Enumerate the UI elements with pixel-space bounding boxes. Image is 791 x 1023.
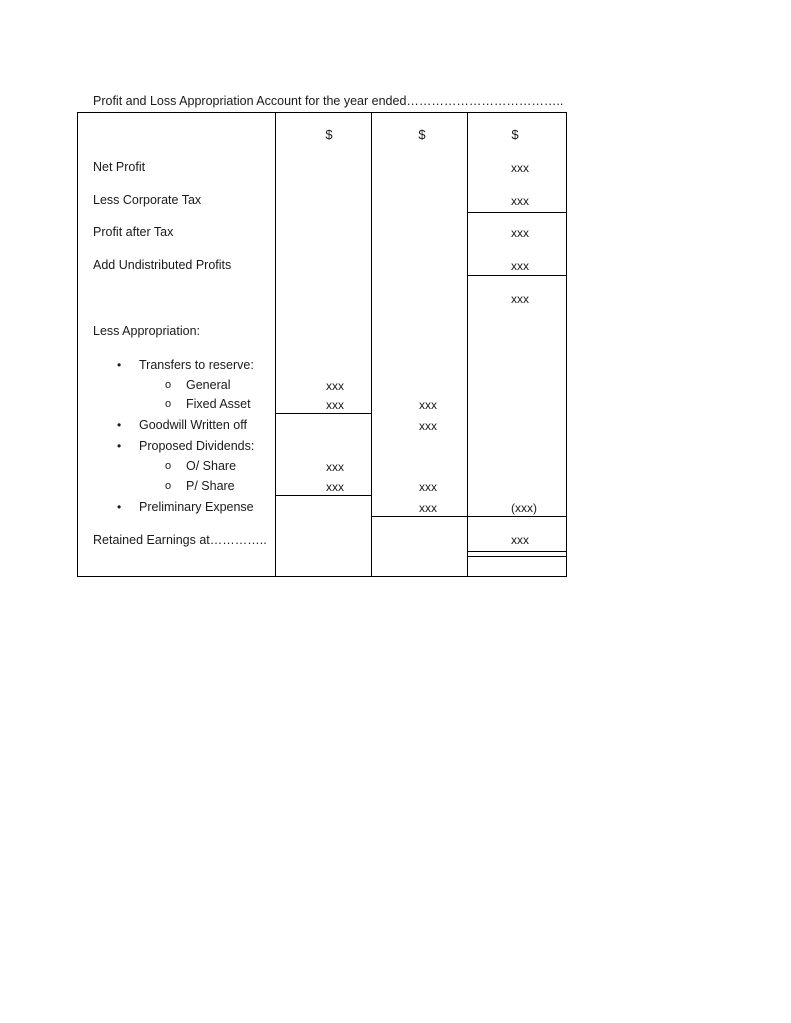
- double-rule-top: [467, 551, 567, 552]
- row-label-preliminary: Preliminary Expense: [139, 500, 254, 514]
- value-profit-after-tax: xxx: [511, 226, 529, 240]
- column-divider-1: [275, 112, 276, 577]
- value-undistributed: xxx: [511, 259, 529, 273]
- column-divider-3: [467, 112, 468, 577]
- row-label-corporate-tax: Less Corporate Tax: [93, 193, 202, 207]
- bullet-icon: •: [117, 500, 122, 514]
- subtotal-rule-3: [275, 413, 371, 414]
- document-title: Profit and Loss Appropriation Account for the year ended………………………………..: [93, 94, 564, 108]
- value-p-share-col1: xxx: [326, 480, 344, 494]
- row-label-less-appropriation: Less Appropriation:: [93, 324, 201, 338]
- value-o-share: xxx: [326, 460, 344, 474]
- column-divider-2: [371, 112, 372, 577]
- row-label-o-share: O/ Share: [186, 459, 237, 473]
- double-rule-bottom: [467, 556, 567, 557]
- value-retained-earnings: xxx: [511, 533, 529, 547]
- row-label-profit-after-tax: Profit after Tax: [93, 225, 174, 239]
- bullet-icon: •: [117, 439, 122, 453]
- sub-bullet-icon: o: [165, 480, 172, 492]
- row-label-undistributed: Add Undistributed Profits: [93, 258, 232, 272]
- subtotal-rule-4: [275, 495, 371, 496]
- value-fixed-asset-col2: xxx: [419, 398, 437, 412]
- row-label-transfers: Transfers to reserve:: [139, 358, 254, 372]
- value-corporate-tax: xxx: [511, 194, 529, 208]
- row-label-net-profit: Net Profit: [93, 160, 146, 174]
- row-label-general: General: [186, 378, 231, 392]
- column-header-2: $: [418, 127, 426, 142]
- column-header-1: $: [325, 127, 333, 142]
- value-fixed-asset-col1: xxx: [326, 398, 344, 412]
- value-general: xxx: [326, 379, 344, 393]
- row-label-fixed-asset: Fixed Asset: [186, 397, 251, 411]
- bullet-icon: •: [117, 358, 122, 372]
- row-label-retained-earnings: Retained Earnings at…………..: [93, 533, 267, 547]
- row-label-proposed-dividends: Proposed Dividends:: [139, 439, 255, 453]
- value-p-share-col2: xxx: [419, 480, 437, 494]
- bullet-icon: •: [117, 418, 122, 432]
- value-preliminary-col3: (xxx): [511, 501, 537, 515]
- subtotal-rule-2: [467, 275, 567, 276]
- subtotal-rule-5: [371, 516, 467, 517]
- sub-bullet-icon: o: [165, 398, 172, 410]
- value-subtotal: xxx: [511, 292, 529, 306]
- sub-bullet-icon: o: [165, 460, 172, 472]
- value-net-profit: xxx: [511, 161, 529, 175]
- column-header-3: $: [511, 127, 519, 142]
- value-goodwill: xxx: [419, 419, 437, 433]
- sub-bullet-icon: o: [165, 379, 172, 391]
- row-label-goodwill: Goodwill Written off: [139, 418, 247, 432]
- subtotal-rule-6: [467, 516, 567, 517]
- subtotal-rule-1: [467, 212, 567, 213]
- value-preliminary-col2: xxx: [419, 501, 437, 515]
- row-label-p-share: P/ Share: [186, 479, 235, 493]
